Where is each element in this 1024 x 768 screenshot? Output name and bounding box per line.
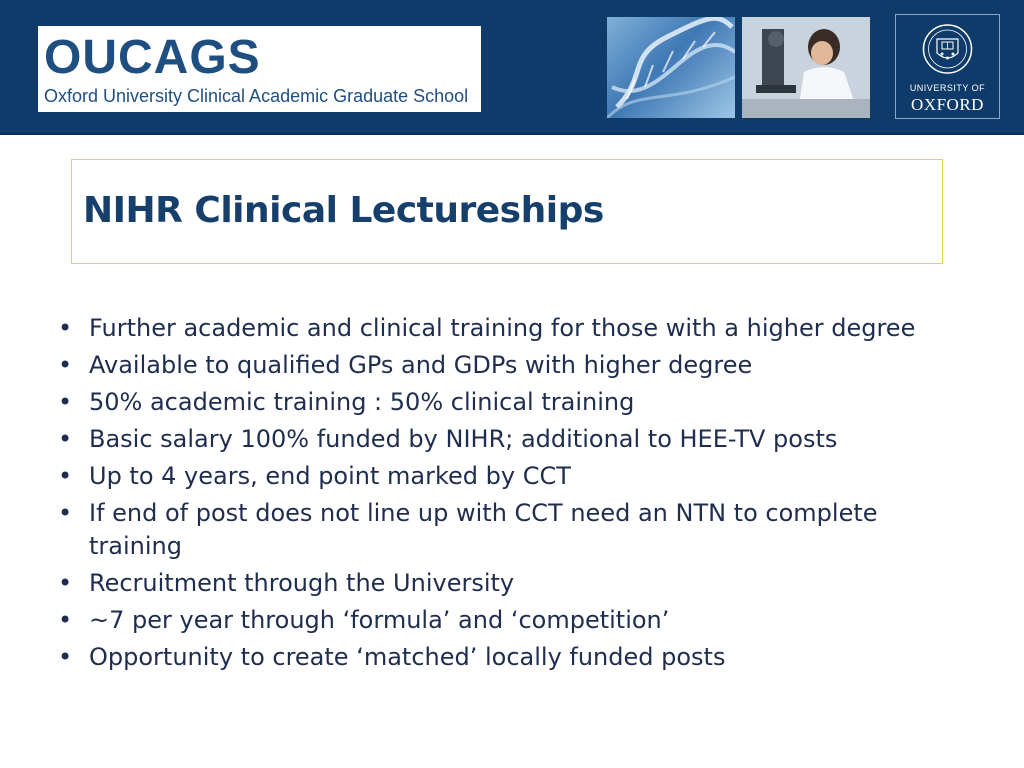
bullet-item: • Up to 4 years, end point marked by CCT <box>58 460 978 493</box>
header-banner <box>0 0 1024 133</box>
bullet-item: • ~7 per year through ‘formula’ and ‘competition’ <box>58 604 978 637</box>
bullet-list <box>58 312 978 678</box>
university-of-oxford-logo <box>895 14 1000 119</box>
bullet-item: • Opportunity to create ‘matched’ locally funded posts <box>58 641 978 674</box>
bullet-item: • If end of post does not line up with CCT need an NTN to complete training <box>58 497 978 563</box>
title-frame <box>71 159 943 264</box>
bullet-item: • Further academic and clinical training for those with a higher degree <box>58 312 978 345</box>
logo-wordmark: OUCAGS <box>44 31 261 84</box>
bullet-item: • 50% academic training : 50% clinical training <box>58 386 978 419</box>
header-divider <box>0 133 1024 135</box>
oxford-logo-main-text: OXFORD <box>911 95 984 114</box>
bullet-item: • Available to qualified GPs and GDPs with higher degree <box>58 349 978 382</box>
oxford-logo-top-text: UNIVERSITY OF <box>909 83 986 93</box>
logo-subtitle: Oxford University Clinical Academic Graduate School <box>44 86 469 106</box>
oxford-crest-icon <box>896 15 999 81</box>
scientist-microscope-image <box>742 17 870 118</box>
bullet-item: • Recruitment through the University <box>58 567 978 600</box>
bullet-item: • Basic salary 100% funded by NIHR; additional to HEE-TV posts <box>58 423 978 456</box>
slide-title: NIHR Clinical Lectureships <box>83 190 604 231</box>
dna-helix-image <box>607 17 735 118</box>
oucags-logo <box>38 26 481 112</box>
